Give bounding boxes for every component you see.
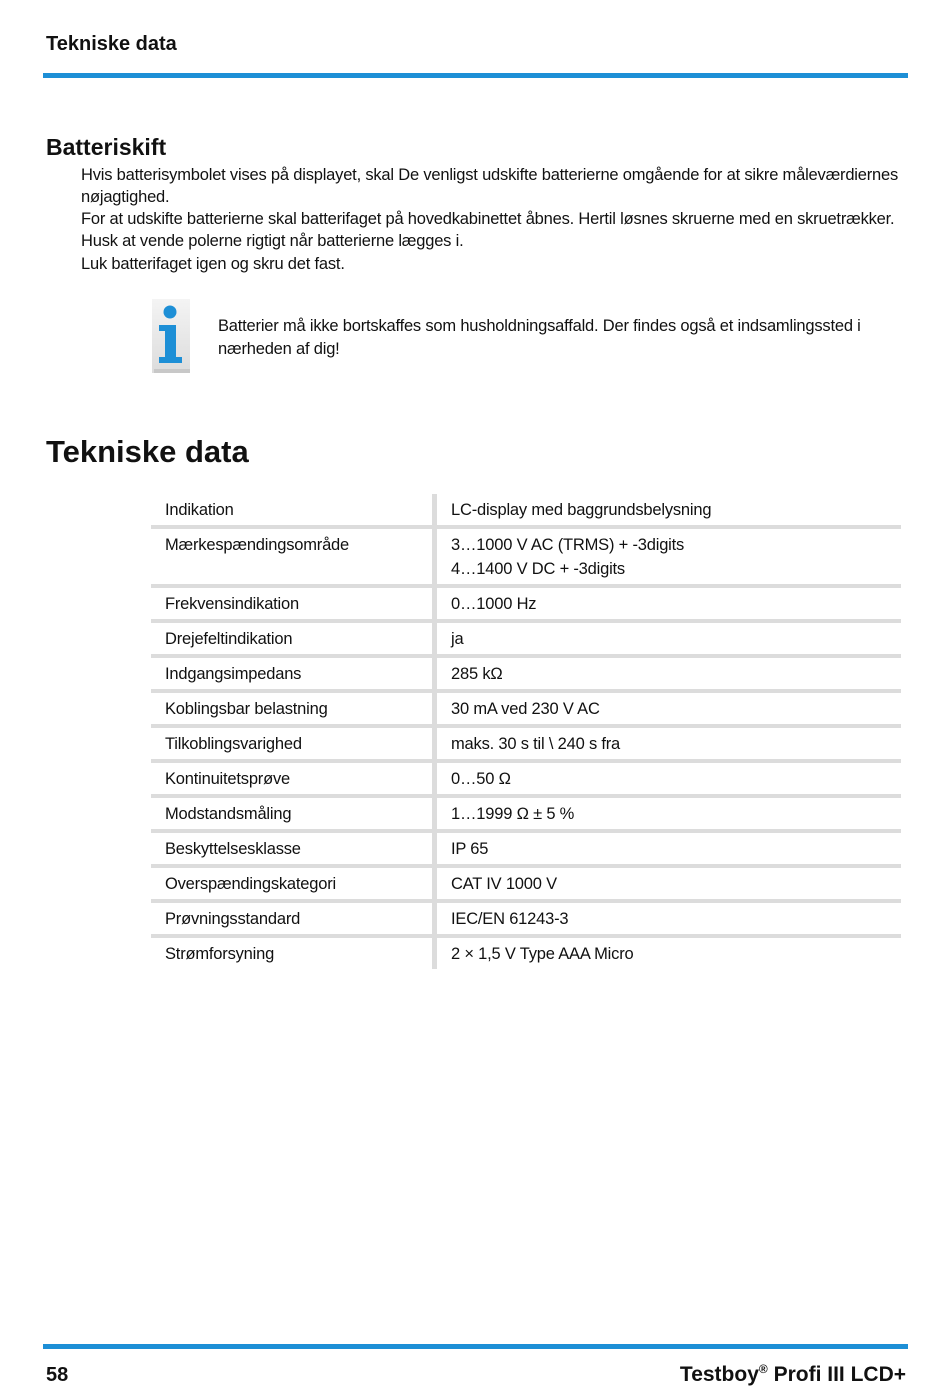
spec-value-line: 3…1000 V AC (TRMS) + -3digits <box>451 536 685 554</box>
info-icon <box>150 297 192 375</box>
spec-label: Modstandsmåling <box>151 796 435 831</box>
spec-label: Frekvensindikation <box>151 586 435 621</box>
spec-value-line: 2 × 1,5 V Type AAA Micro <box>451 945 634 963</box>
battery-paragraph: Luk batterifaget igen og skru det fast. <box>81 255 345 273</box>
spec-label: Kontinuitetsprøve <box>151 761 435 796</box>
spec-value <box>435 494 902 527</box>
registered-mark: ® <box>758 1362 768 1376</box>
spec-row <box>151 901 901 936</box>
info-note: Batterier må ikke bortskaffes som husholdningsaffald. Der findes også et indsamlingssted i nærheden af dig! <box>218 317 861 358</box>
battery-paragraph: For at udskifte batterierne skal batterifaget på hovedkabinettet åbnes. Hertil løsnes skruerne med en skruetrækker. Husk at vende polerne rigtigt når batterierne lægges i. <box>81 210 895 250</box>
section-title-technical-data: Tekniske data <box>46 434 249 469</box>
spec-row <box>151 586 901 621</box>
spec-value-line: LC-display med baggrundsbelysning <box>451 501 712 519</box>
spec-value-line: 30 mA ved 230 V AC <box>451 700 600 718</box>
spec-row <box>151 621 901 656</box>
spec-row <box>151 527 901 586</box>
spec-table <box>151 494 901 969</box>
spec-row <box>151 761 901 796</box>
spec-label: Koblingsbar belastning <box>151 691 435 726</box>
spec-label: Strømforsyning <box>151 936 435 969</box>
spec-value-line: 1…1999 Ω ± 5 % <box>451 805 575 823</box>
spec-value-line: maks. 30 s til \ 240 s fra <box>451 735 621 753</box>
spec-label: Indikation <box>151 494 435 527</box>
spec-row <box>151 656 901 691</box>
spec-label: Mærkespændingsområde <box>151 527 435 586</box>
battery-paragraph: Hvis batterisymbolet vises på displayet, skal De venligst udskifte batterierne omgående for at sikre måleværdiernes nøjagtighed. <box>81 166 899 206</box>
header-rule <box>43 73 908 78</box>
spec-label: Beskyttelsesklasse <box>151 831 435 866</box>
footer-rule <box>43 1344 908 1349</box>
spec-value <box>435 936 902 969</box>
page-number: 58 <box>46 1364 69 1386</box>
spec-label: Indgangsimpedans <box>151 656 435 691</box>
spec-value <box>435 901 902 936</box>
spec-row <box>151 691 901 726</box>
spec-row <box>151 936 901 969</box>
spec-row <box>151 866 901 901</box>
spec-value <box>435 796 902 831</box>
spec-value-line: CAT IV 1000 V <box>451 875 557 893</box>
spec-value <box>435 691 902 726</box>
spec-row <box>151 494 901 527</box>
page-header-title: Tekniske data <box>46 33 177 55</box>
footer-brand: Testboy <box>679 1363 759 1386</box>
spec-value-line: 4…1400 V DC + -3digits <box>451 560 625 578</box>
spec-value-line: 0…50 Ω <box>451 770 511 788</box>
spec-value <box>435 761 902 796</box>
spec-row <box>151 831 901 866</box>
spec-value <box>435 726 902 761</box>
spec-label: Overspændingskategori <box>151 866 435 901</box>
spec-value-line: IP 65 <box>451 840 489 858</box>
spec-value <box>435 586 902 621</box>
spec-row <box>151 726 901 761</box>
spec-label: Prøvningsstandard <box>151 901 435 936</box>
spec-value <box>435 656 902 691</box>
spec-label: Tilkoblingsvarighed <box>151 726 435 761</box>
footer-product-name <box>680 1362 906 1387</box>
spec-value-line: ja <box>451 630 464 648</box>
spec-row <box>151 796 901 831</box>
section-title-battery: Batteriskift <box>46 134 167 160</box>
spec-value <box>435 831 902 866</box>
spec-value-line: 285 kΩ <box>451 665 503 683</box>
spec-value-line: 0…1000 Hz <box>451 595 537 613</box>
footer-model: Profi III LCD+ <box>767 1363 906 1386</box>
spec-label: Drejefeltindikation <box>151 621 435 656</box>
spec-value <box>435 866 902 901</box>
spec-value <box>435 621 902 656</box>
spec-value-line: IEC/EN 61243-3 <box>451 910 569 928</box>
spec-value <box>435 527 902 586</box>
